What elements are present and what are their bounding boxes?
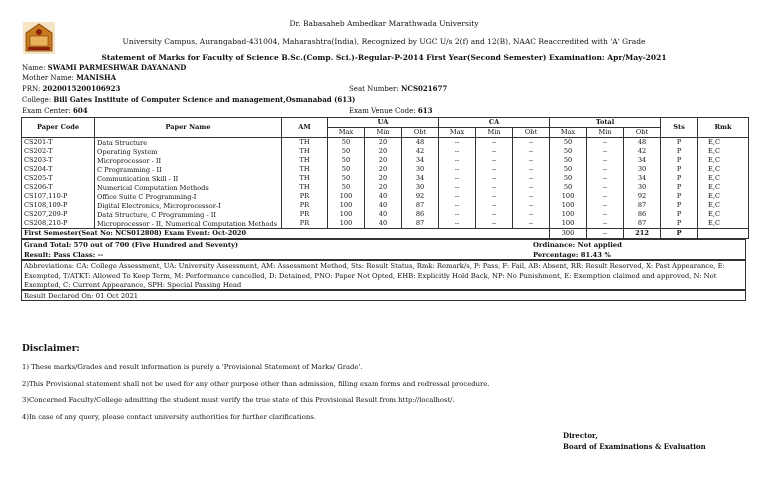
cell-ua-obt: 34	[402, 156, 439, 165]
cell-am: PR	[282, 219, 328, 229]
seat-number: NCS021677	[400, 84, 448, 93]
cell-rmk: E,C	[698, 147, 749, 156]
cell-ua-obt: 30	[402, 183, 439, 192]
header-paper-code: Paper Code	[22, 118, 95, 138]
cell-rmk: E,C	[698, 174, 749, 183]
cell-t-max: 100	[550, 219, 587, 229]
cell-t-obt: 30	[624, 183, 661, 192]
semester-max: 300	[550, 229, 587, 239]
cell-ua-max: 100	[328, 219, 365, 229]
cell-t-obt: 86	[624, 210, 661, 219]
table-row	[22, 156, 749, 165]
cell-t-min: --	[587, 210, 624, 219]
header-total: Total	[550, 118, 661, 128]
cell-am: PR	[282, 210, 328, 219]
cell-ca-min: --	[476, 156, 513, 165]
table-row	[22, 192, 749, 201]
cell-sts: P	[661, 219, 698, 229]
cell-ua-min: 20	[365, 183, 402, 192]
cell-ua-min: 20	[365, 165, 402, 174]
cell-ca-min: --	[476, 219, 513, 229]
cell-ca-max: --	[439, 210, 476, 219]
cell-rmk: E,C	[698, 165, 749, 174]
cell-sts: P	[661, 156, 698, 165]
cell-t-max: 50	[550, 156, 587, 165]
cell-t-max: 50	[550, 138, 587, 148]
exam-venue: 613	[417, 106, 433, 115]
semester-min: --	[587, 229, 624, 239]
cell-code: CS207,209-P	[22, 210, 95, 219]
cell-ua-max: 50	[328, 165, 365, 174]
disclaimer-item-1: 1) These marks/Grades and result information is purely a 'Provisional Statement of Marks/ Grade'.	[22, 363, 363, 371]
cell-name: Operating System	[95, 147, 282, 156]
cell-name: Communication Skill - II	[95, 174, 282, 183]
grand-total: Grand Total: 570 out of 700 (Five Hundred and Seventy)	[24, 241, 239, 249]
cell-ua-obt: 30	[402, 165, 439, 174]
statement-title: Statement of Marks for Faculty of Science B.Sc.(Comp. Sci.)-Regular-P-2014 First Year(Second Semester) Examination: Apr/May-2021	[101, 53, 667, 62]
cell-code: CS205-T	[22, 174, 95, 183]
semester-obt: 212	[624, 229, 661, 239]
cell-ca-min: --	[476, 183, 513, 192]
cell-rmk: E,C	[698, 138, 749, 148]
cell-name: Data Structure, C Programming - II	[95, 210, 282, 219]
result-class: Result: Pass Class: --	[24, 251, 104, 259]
header-paper-name: Paper Name	[95, 118, 282, 138]
cell-ua-obt: 34	[402, 174, 439, 183]
header-total-max: Max	[550, 128, 587, 138]
cell-sts: P	[661, 201, 698, 210]
cell-ua-obt: 42	[402, 147, 439, 156]
cell-t-obt: 30	[624, 165, 661, 174]
student-name-line: Name: SWAMI PARMESHWAR DAYANAND	[22, 63, 187, 72]
cell-t-min: --	[587, 156, 624, 165]
cell-ca-max: --	[439, 183, 476, 192]
cell-ca-obt: --	[513, 183, 550, 192]
cell-name: Office Suite C Programming-I	[95, 192, 282, 201]
university-address: University Campus, Aurangabad-431004, Maharashtra(India), Recognized by UGC U/s 2(f) and 12(B), NAAC Reaccredited with 'A' Grade	[122, 37, 646, 46]
cell-t-min: --	[587, 192, 624, 201]
mother-name: MANISHA	[76, 73, 117, 82]
cell-ua-obt: 86	[402, 210, 439, 219]
cell-t-max: 50	[550, 174, 587, 183]
cell-ca-obt: --	[513, 174, 550, 183]
cell-ca-max: --	[439, 192, 476, 201]
table-row	[22, 210, 749, 219]
cell-ua-obt: 48	[402, 138, 439, 148]
cell-ca-min: --	[476, 201, 513, 210]
cell-ua-min: 20	[365, 147, 402, 156]
cell-ca-min: --	[476, 210, 513, 219]
cell-ua-max: 100	[328, 201, 365, 210]
cell-ca-obt: --	[513, 147, 550, 156]
exam-center: 604	[73, 106, 88, 115]
table-row	[22, 174, 749, 183]
cell-ua-max: 50	[328, 183, 365, 192]
disclaimer-item-4: 4)In case of any query, please contact university authorities for further clarifications.	[22, 413, 316, 421]
cell-ua-min: 40	[365, 219, 402, 229]
cell-t-obt: 34	[624, 174, 661, 183]
cell-t-min: --	[587, 201, 624, 210]
cell-name: Data Structure	[95, 138, 282, 148]
seat-number-line: Seat Number: NCS021677	[349, 84, 448, 93]
cell-t-min: --	[587, 183, 624, 192]
cell-code: CS208,210-P	[22, 219, 95, 229]
cell-ca-obt: --	[513, 210, 550, 219]
cell-ca-obt: --	[513, 165, 550, 174]
cell-ca-obt: --	[513, 156, 550, 165]
cell-ca-min: --	[476, 165, 513, 174]
prn-value: 2020015200106923	[42, 84, 121, 93]
cell-am: PR	[282, 192, 328, 201]
cell-ua-max: 50	[328, 147, 365, 156]
cell-ca-max: --	[439, 174, 476, 183]
cell-ca-obt: --	[513, 201, 550, 210]
cell-ua-min: 20	[365, 138, 402, 148]
cell-ua-min: 40	[365, 210, 402, 219]
semester-label: First Semester(Seat No: NCS012808) Exam Event: Oct-2020	[22, 229, 550, 239]
prn-line: PRN: 2020015200106923	[22, 84, 121, 93]
cell-t-min: --	[587, 147, 624, 156]
table-row	[22, 183, 749, 192]
college-line: College: Bill Gates Institute of Computer Science and management,Osmanabad (613)	[22, 95, 356, 104]
table-row	[22, 219, 749, 229]
semester-row	[22, 229, 749, 239]
cell-ca-min: --	[476, 174, 513, 183]
cell-t-max: 100	[550, 210, 587, 219]
cell-ca-max: --	[439, 201, 476, 210]
cell-t-min: --	[587, 174, 624, 183]
signature-title: Director,	[563, 431, 598, 440]
cell-t-obt: 87	[624, 201, 661, 210]
cell-ua-obt: 87	[402, 201, 439, 210]
cell-am: TH	[282, 183, 328, 192]
header-total-min: Min	[587, 128, 624, 138]
cell-ca-obt: --	[513, 219, 550, 229]
abbreviations-box	[21, 260, 746, 290]
cell-code: CS204-T	[22, 165, 95, 174]
header-ca-max: Max	[439, 128, 476, 138]
cell-code: CS108,109-P	[22, 201, 95, 210]
cell-sts: P	[661, 183, 698, 192]
cell-rmk: E,C	[698, 183, 749, 192]
cell-t-max: 50	[550, 165, 587, 174]
cell-am: PR	[282, 201, 328, 210]
cell-name: C Programming - II	[95, 165, 282, 174]
cell-sts: P	[661, 165, 698, 174]
table-row	[22, 147, 749, 156]
cell-t-obt: 48	[624, 138, 661, 148]
table-row	[22, 138, 749, 148]
cell-rmk: E,C	[698, 219, 749, 229]
cell-sts: P	[661, 174, 698, 183]
cell-code: CS206-T	[22, 183, 95, 192]
percentage: Percentage: 81.43 %	[533, 251, 611, 259]
cell-t-min: --	[587, 165, 624, 174]
disclaimer-item-2: 2)This Provisional statement shall not be used for any other purpose other than admission, filling exam forms and redressal procedure.	[22, 380, 490, 388]
cell-name: Microprocessor - II, Numerical Computation Methods	[95, 219, 282, 229]
cell-code: CS107,110-P	[22, 192, 95, 201]
marks-table	[21, 117, 749, 239]
header-am: AM	[282, 118, 328, 138]
ordinance: Ordinance: Not applied	[533, 241, 622, 249]
mother-name-line: Mother Name: MANISHA	[22, 73, 117, 82]
disclaimer-item-3: 3)Concerned Faculty/College admitting the student must verify the true state of this Provisional Result from http://localhost/.	[22, 396, 455, 404]
cell-am: TH	[282, 138, 328, 148]
header-ua: UA	[328, 118, 439, 128]
cell-t-max: 100	[550, 192, 587, 201]
cell-code: CS203-T	[22, 156, 95, 165]
cell-name: Microprocessor - II	[95, 156, 282, 165]
header-ca-obt: Obt	[513, 128, 550, 138]
header-ca-min: Min	[476, 128, 513, 138]
cell-ua-max: 50	[328, 138, 365, 148]
cell-name: Numerical Computation Methods	[95, 183, 282, 192]
cell-ua-obt: 92	[402, 192, 439, 201]
cell-code: CS201-T	[22, 138, 95, 148]
header-rmk: Rmk	[698, 118, 749, 138]
table-row	[22, 201, 749, 210]
cell-ca-obt: --	[513, 192, 550, 201]
cell-ua-obt: 87	[402, 219, 439, 229]
cell-ua-min: 20	[365, 156, 402, 165]
cell-sts: P	[661, 192, 698, 201]
cell-ca-max: --	[439, 165, 476, 174]
cell-am: TH	[282, 174, 328, 183]
cell-ua-max: 50	[328, 174, 365, 183]
header-total-obt: Obt	[624, 128, 661, 138]
cell-ca-max: --	[439, 147, 476, 156]
cell-ua-max: 50	[328, 156, 365, 165]
cell-rmk: E,C	[698, 210, 749, 219]
cell-am: TH	[282, 147, 328, 156]
university-name: Dr. Babasaheb Ambedkar Marathwada University	[289, 19, 479, 28]
summary-box	[21, 239, 746, 260]
result-declared: Result Declared On: 01 Oct 2021	[24, 292, 139, 300]
header-ua-obt: Obt	[402, 128, 439, 138]
cell-sts: P	[661, 210, 698, 219]
college-name: Bill Gates Institute of Computer Science and management,Osmanabad (613)	[53, 95, 356, 104]
cell-name: Digital Electronics, Microprocessor-I	[95, 201, 282, 210]
cell-t-obt: 87	[624, 219, 661, 229]
cell-ua-min: 40	[365, 201, 402, 210]
cell-sts: P	[661, 138, 698, 148]
header-sts: Sts	[661, 118, 698, 138]
cell-ua-max: 100	[328, 192, 365, 201]
cell-code: CS202-T	[22, 147, 95, 156]
cell-ua-min: 20	[365, 174, 402, 183]
header-ua-max: Max	[328, 128, 365, 138]
semester-sts: P	[661, 229, 698, 239]
cell-ca-max: --	[439, 138, 476, 148]
cell-am: TH	[282, 165, 328, 174]
disclaimer-title: Disclaimer:	[22, 344, 80, 354]
cell-ca-min: --	[476, 138, 513, 148]
cell-t-max: 50	[550, 183, 587, 192]
abbreviations-text: Abbreviations: CA: College Assessment, UA: University Assessment, AM: Assessment Method, Sts: Result Status, Rmk: Remark/s, P: Pass, F: Fail, AB: Absent, RR: Result Reserved, X: Past Appearance, E: Exempted, T/ATKT: Allowed To Keep Term, M: Performance cancelled, D: Detained, PNO: Paper Not Opted, EHB: Explicitly Hold Back, NP: No Punishment, E: Exemption claimed and approved, N: Not Exempted, C: Current Appearance, SPH: Special Passing Head	[24, 262, 725, 289]
cell-rmk: E,C	[698, 156, 749, 165]
cell-t-max: 100	[550, 201, 587, 210]
cell-rmk: E,C	[698, 201, 749, 210]
table-row	[22, 165, 749, 174]
cell-am: TH	[282, 156, 328, 165]
cell-t-obt: 34	[624, 156, 661, 165]
exam-center-line: Exam Center: 604	[22, 106, 88, 115]
cell-t-min: --	[587, 138, 624, 148]
header-ua-min: Min	[365, 128, 402, 138]
result-declared-box	[21, 290, 746, 301]
cell-ca-obt: --	[513, 138, 550, 148]
cell-t-max: 50	[550, 147, 587, 156]
cell-sts: P	[661, 147, 698, 156]
cell-ca-max: --	[439, 219, 476, 229]
cell-t-min: --	[587, 219, 624, 229]
cell-ca-min: --	[476, 192, 513, 201]
cell-ua-min: 40	[365, 192, 402, 201]
header-ca: CA	[439, 118, 550, 128]
student-name: SWAMI PARMESHWAR DAYANAND	[47, 63, 187, 72]
signature-dept: Board of Examinations & Evaluation	[563, 442, 706, 451]
cell-rmk: E,C	[698, 192, 749, 201]
cell-t-obt: 92	[624, 192, 661, 201]
cell-ca-max: --	[439, 156, 476, 165]
exam-venue-line: Exam Venue Code: 613	[349, 106, 433, 115]
cell-t-obt: 42	[624, 147, 661, 156]
cell-ca-min: --	[476, 147, 513, 156]
cell-ua-max: 100	[328, 210, 365, 219]
